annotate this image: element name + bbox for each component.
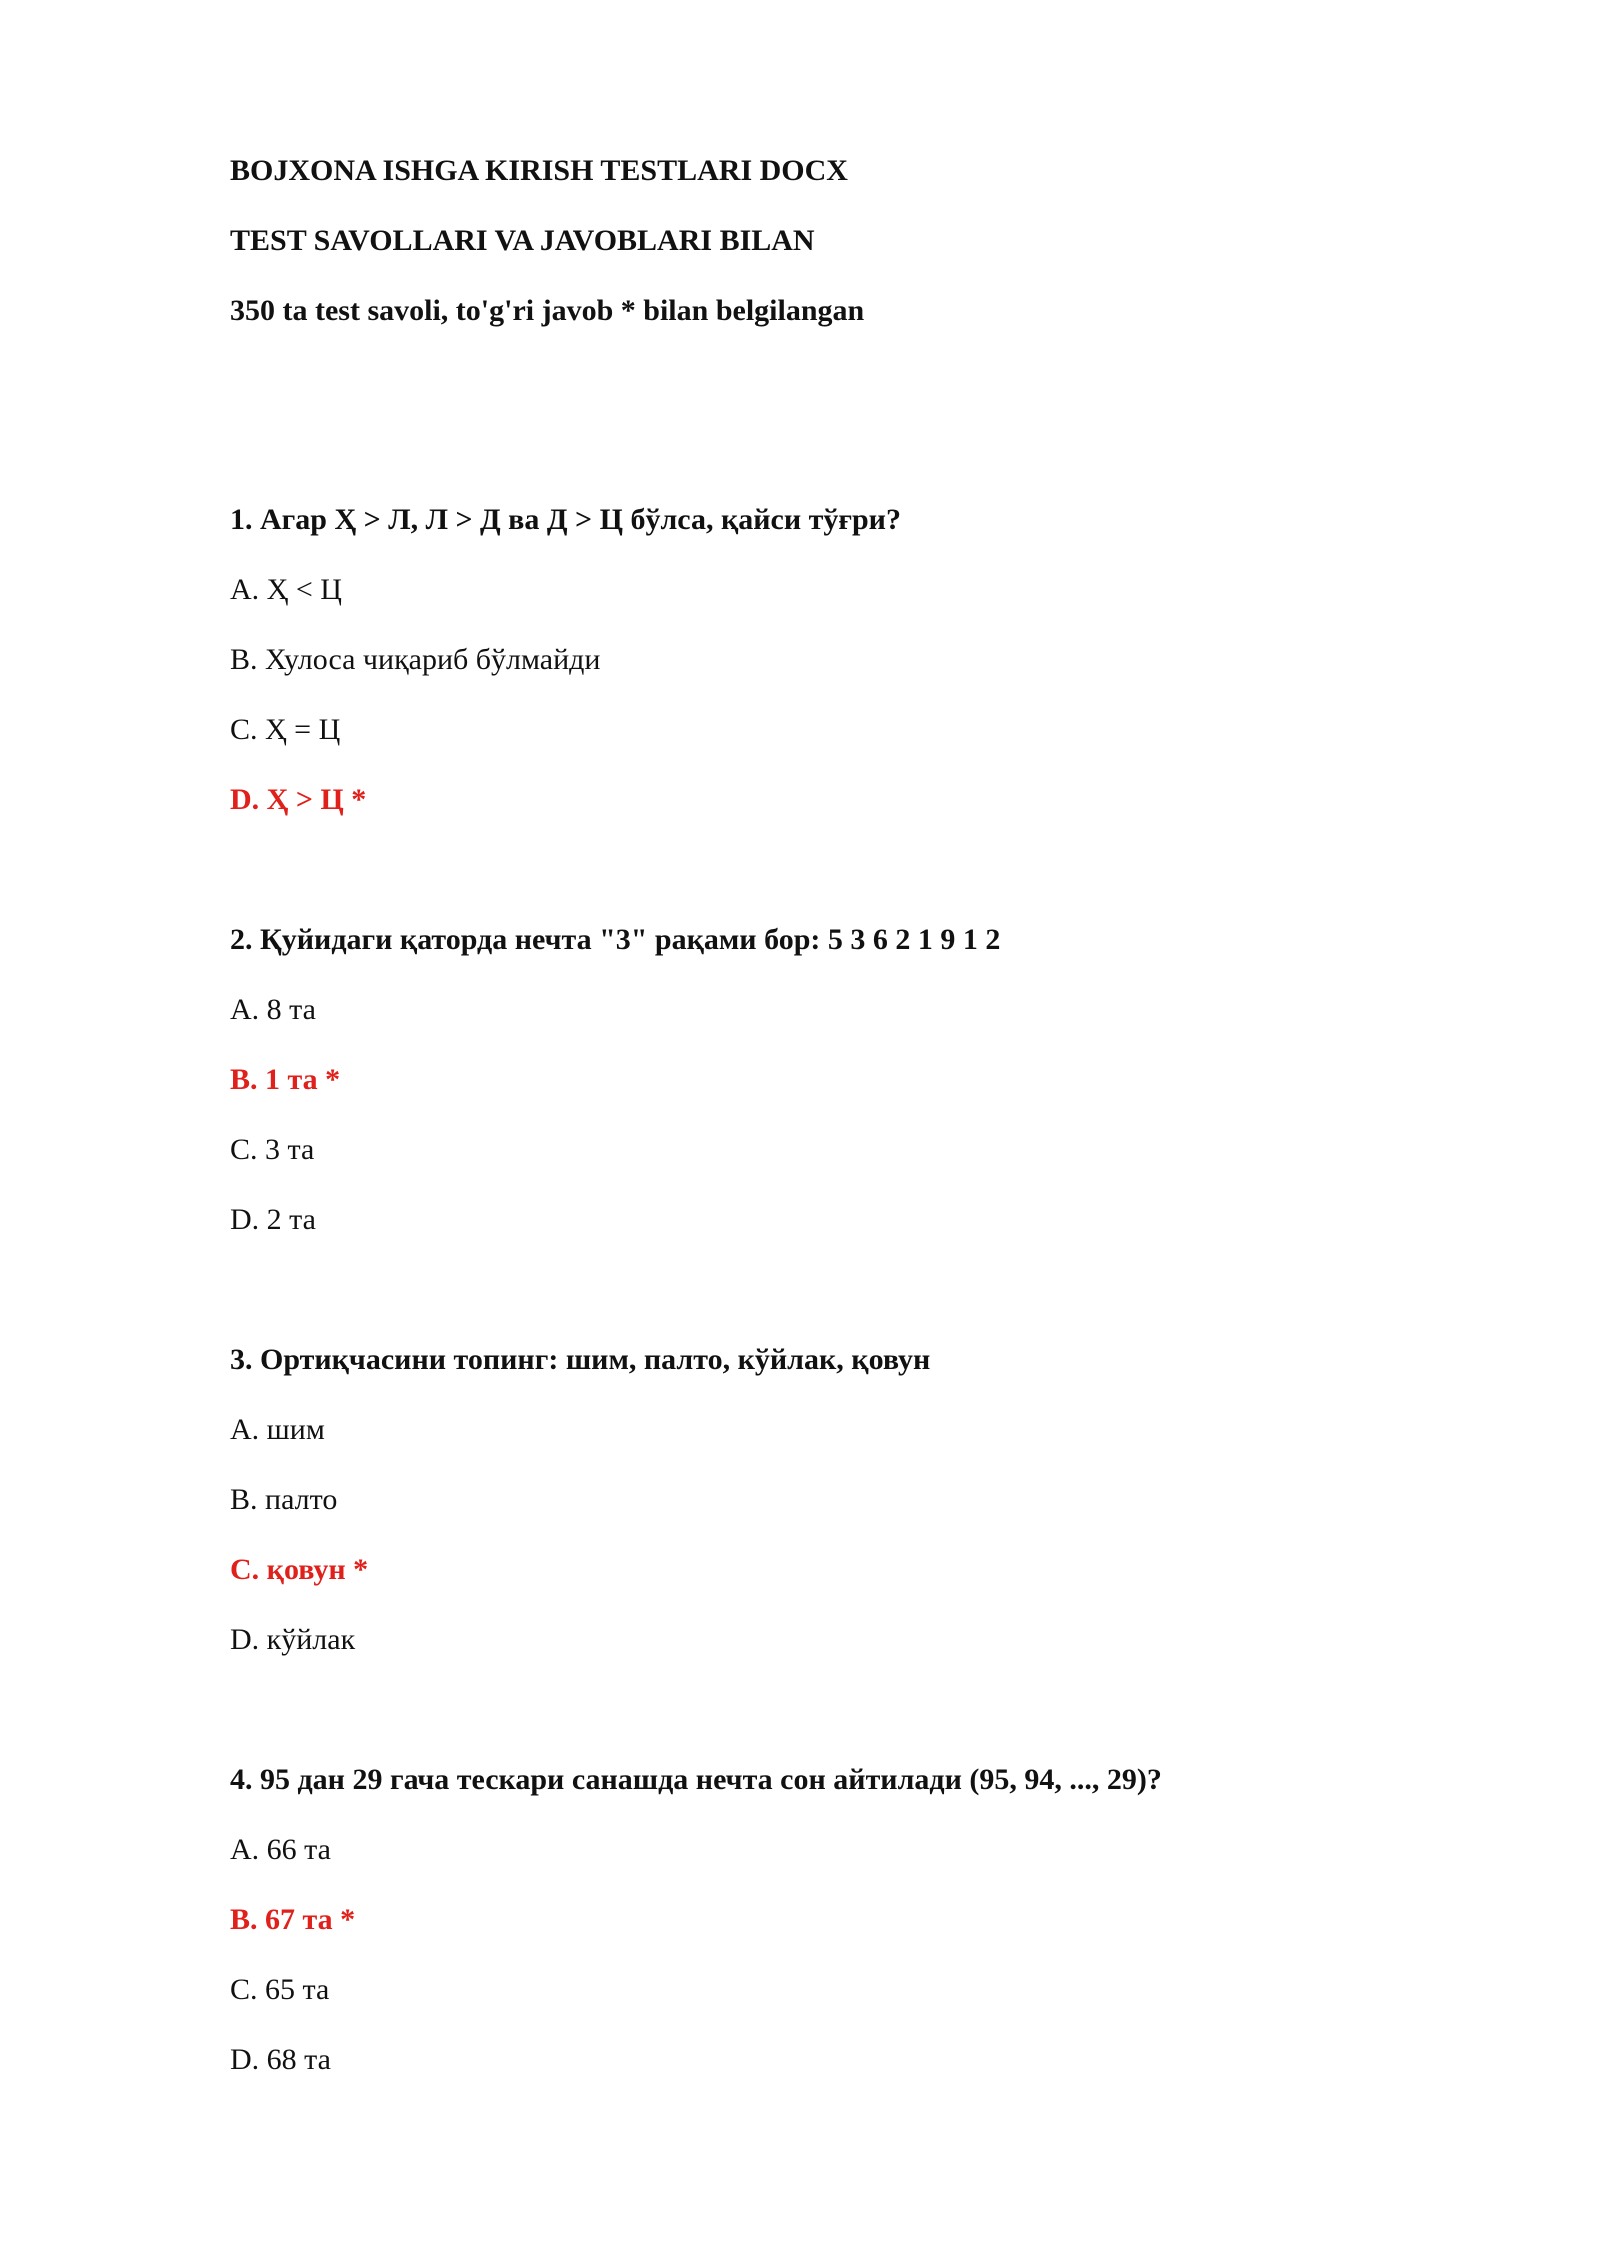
answer-option: B. Хулоса чиқариб бўлмайди <box>230 643 601 676</box>
answer-option: A. Ҳ < Ц <box>230 573 342 606</box>
answer-option: C. 65 та <box>230 1973 330 2006</box>
answer-option: A. 8 та <box>230 993 316 1026</box>
question-text: 1. Агар Ҳ > Л, Л > Д ва Д > Ц бўлса, қайси тўғри? <box>230 503 901 536</box>
question-text: 2. Қуйидаги қаторда нечта "3" рақами бор: 5 3 6 2 1 9 1 2 <box>230 923 1001 956</box>
answer-option: B. палто <box>230 1483 338 1516</box>
correct-answer-option: C. қовун * <box>230 1553 369 1586</box>
answer-option: D. 2 та <box>230 1203 316 1236</box>
correct-answer-option: B. 67 та * <box>230 1903 356 1936</box>
document-note: 350 ta test savoli, to'g'ri javob * bilan belgilangan <box>230 294 865 327</box>
answer-option: D. кўйлак <box>230 1623 356 1656</box>
answer-option: A. 66 та <box>230 1833 331 1866</box>
answer-option: C. Ҳ = Ц <box>230 713 341 746</box>
correct-answer-option: D. Ҳ > Ц * <box>230 783 367 816</box>
document-title: BOJXONA ISHGA KIRISH TESTLARI DOCX <box>230 154 848 187</box>
question-text: 3. Ортиқчасини топинг: шим, палто, кўйлак, қовун <box>230 1343 931 1376</box>
answer-option: C. 3 та <box>230 1133 315 1166</box>
answer-option: D. 68 та <box>230 2043 331 2076</box>
document-subtitle: TEST SAVOLLARI VA JAVOBLARI BILAN <box>230 224 815 257</box>
question-text: 4. 95 дан 29 гача тескари санашда нечта сон айтилади (95, 94, ..., 29)? <box>230 1763 1162 1796</box>
correct-answer-option: B. 1 та * <box>230 1063 341 1096</box>
answer-option: A. шим <box>230 1413 325 1446</box>
